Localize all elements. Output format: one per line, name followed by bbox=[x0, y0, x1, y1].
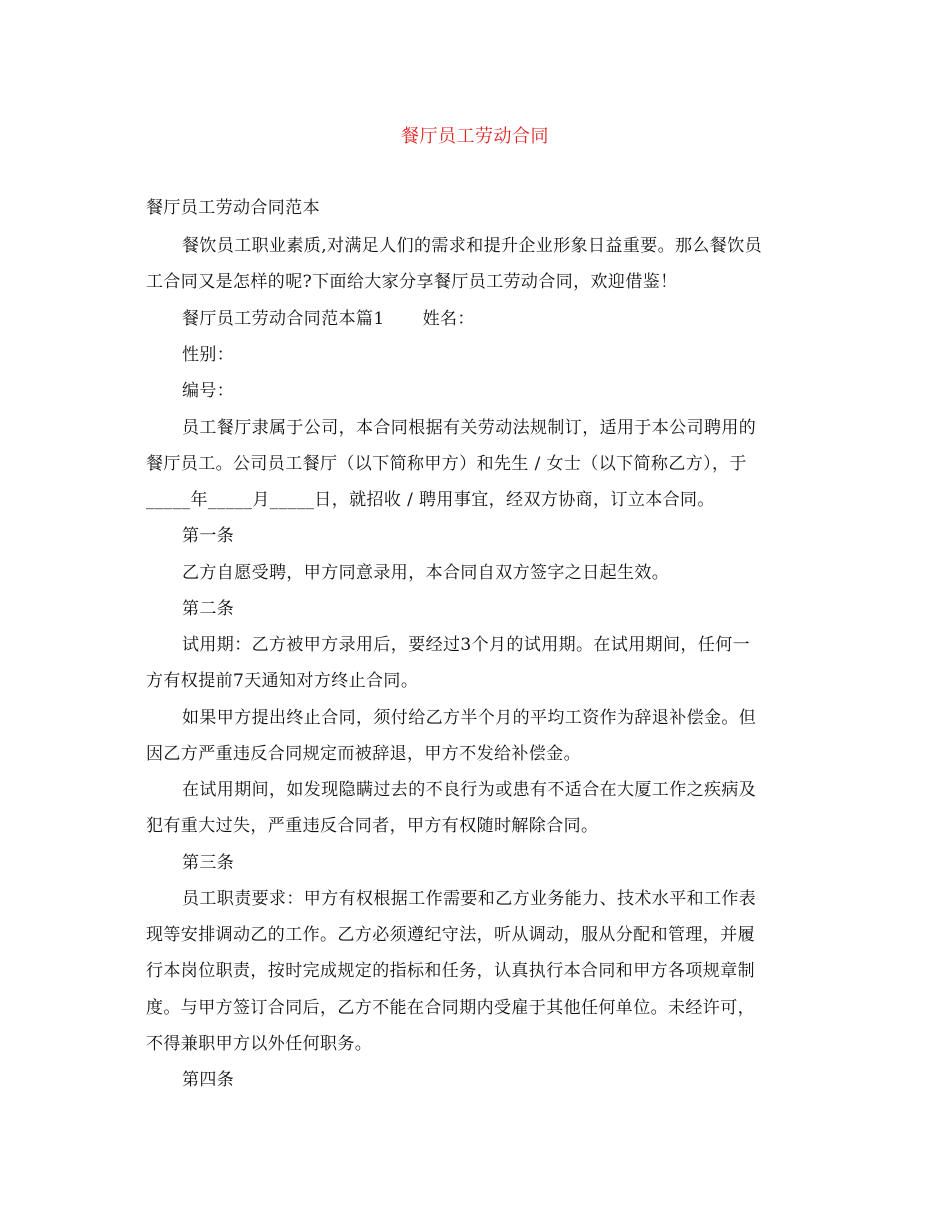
field-name: 姓名： bbox=[422, 309, 475, 329]
paragraph-line: 犯有重大过失，严重违反合同者，甲方有权随时解除合同。 bbox=[146, 816, 599, 836]
paragraph-line: 员工餐厅隶属于公司，本合同根据有关劳动法规制订，适用于本公司聘用的 bbox=[182, 418, 757, 438]
subtitle: 餐厅员工劳动合同范本 bbox=[146, 198, 320, 218]
section-heading-line bbox=[182, 307, 816, 331]
paragraph-line: 不得兼职甲方以外任何职务。 bbox=[146, 1034, 373, 1054]
paragraph-line: 方有权提前7天通知对方终止合同。 bbox=[146, 671, 419, 691]
section-heading: 餐厅员工劳动合同范本篇1 bbox=[182, 309, 385, 329]
article-heading: 第四条 bbox=[182, 1070, 235, 1090]
paragraph-line: 在试用期间，如发现隐瞒过去的不良行为或患有不适合在大厦工作之疾病及 bbox=[182, 780, 757, 800]
paragraph-line: 员工职责要求：甲方有权根据工作需要和乙方业务能力、技术水平和工作表 bbox=[182, 889, 757, 909]
paragraph-line: _____年_____月_____日，就招收 / 聘用事宜，经双方协商，订立本合同。 bbox=[146, 490, 715, 510]
paragraph-line: 餐厅员工。公司员工餐厅（以下简称甲方）和先生 / 女士（以下简称乙方），于 bbox=[146, 454, 747, 474]
paragraph-line: 因乙方严重违反合同规定而被辞退，甲方不发给补偿金。 bbox=[146, 744, 581, 764]
document-title: 餐厅员工劳动合同 bbox=[401, 126, 549, 147]
article-heading: 第二条 bbox=[182, 599, 235, 619]
intro-line-1: 餐饮员工职业素质,对满足人们的需求和提升企业形象日益重要。那么餐饮员 bbox=[182, 236, 763, 256]
field-number: 编号： bbox=[182, 381, 235, 401]
paragraph-line: 现等安排调动乙的工作。乙方必须遵纪守法，听从调动，服从分配和管理，并履 bbox=[146, 925, 755, 945]
article-heading: 第一条 bbox=[182, 526, 235, 546]
intro-line-2: 工合同又是怎样的呢?下面给大家分享餐厅员工劳动合同，欢迎借鉴！ bbox=[146, 272, 678, 292]
paragraph-line: 如果甲方提出终止合同，须付给乙方半个月的平均工资作为辞退补偿金。但 bbox=[182, 708, 757, 728]
paragraph-line: 乙方自愿受聘，甲方同意录用，本合同自双方签字之日起生效。 bbox=[182, 563, 670, 583]
paragraph-line: 度。与甲方签订合同后，乙方不能在合同期内受雇于其他任何单位。未经许可， bbox=[146, 998, 755, 1018]
field-gender: 性别： bbox=[182, 345, 235, 365]
article-heading: 第三条 bbox=[182, 853, 235, 873]
paragraph-line: 试用期：乙方被甲方录用后，要经过3个月的试用期。在试用期间，任何一 bbox=[182, 635, 751, 655]
paragraph-line: 行本岗位职责，按时完成规定的指标和任务，认真执行本合同和甲方各项规章制 bbox=[146, 961, 755, 981]
